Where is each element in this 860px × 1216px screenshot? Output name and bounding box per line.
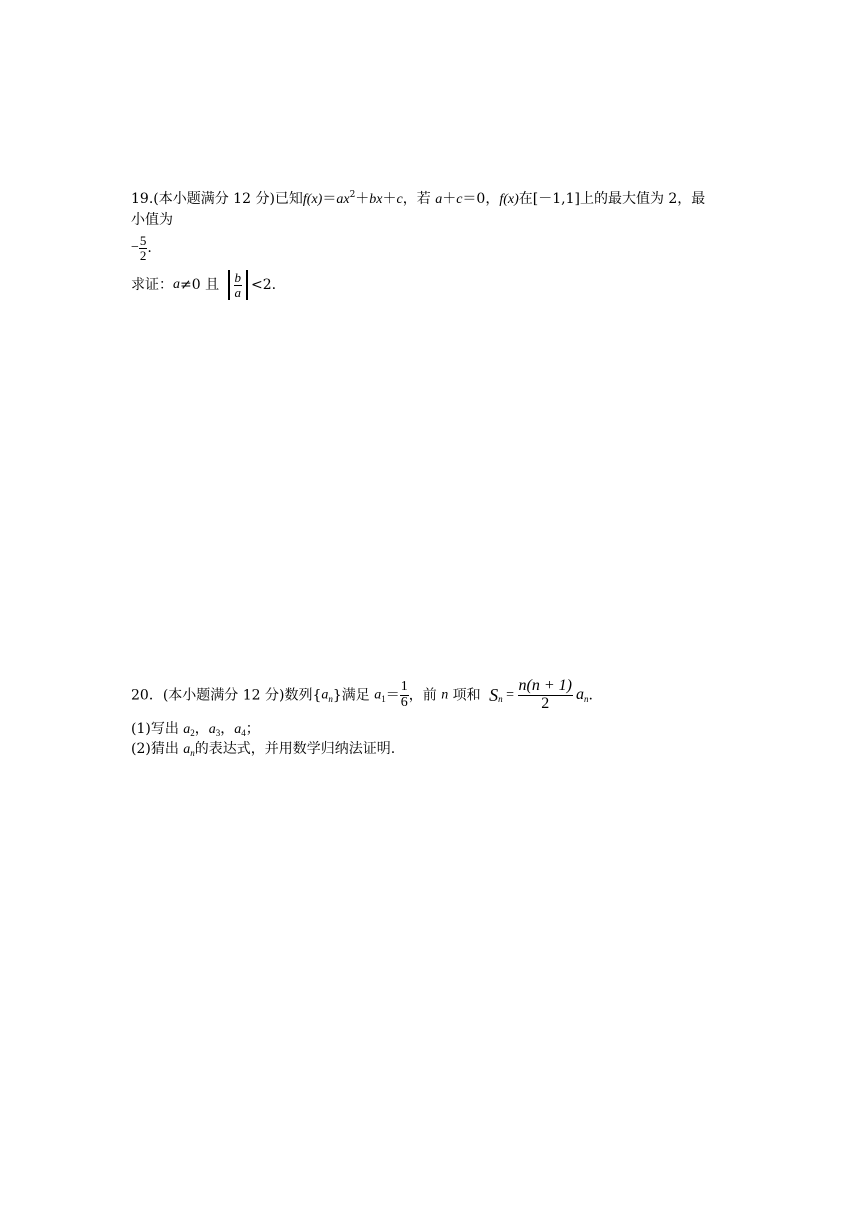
minus-sign: − bbox=[131, 240, 139, 256]
q19-line1: 19.(本小题满分 12 分)已知$f(x)=ax^2+bx+c$，若 a＋c＝0，f(x)在[－1,1]上的最大值为 2，最 bbox=[131, 190, 706, 207]
q19-score-note: (本小题满分 12 分) bbox=[153, 191, 275, 207]
q19-intro: 已知 bbox=[274, 191, 303, 207]
q20-part2: (2)猜出 $a_n$的表达式，并用数学归纳法证明. bbox=[131, 741, 396, 758]
q20-part1: (1)写出 $a_2$，$a_3$，$a_4$； bbox=[131, 721, 260, 738]
prove-label: 求证： bbox=[131, 277, 173, 293]
fraction-5-2: $\frac{5}{2}$ bbox=[139, 233, 147, 263]
fraction-1-6: $\frac{1}{6}$ bbox=[400, 679, 408, 710]
q20-line1: 20．(本小题满分 12 分)数列$\{a_n\}$满足 $a_1=$ $\frac{1}{6}$ ，前 n 项和 $S_n$ = $\frac{n(n + 1)}{2}$ $a_n$. bbox=[131, 677, 593, 712]
fraction-b-over-a: $\frac{b}{a}$ bbox=[234, 269, 242, 300]
q19-interval: 在[－1,1]上的最大值为 2，最 bbox=[518, 191, 706, 207]
sum-symbol: S bbox=[489, 685, 499, 706]
fraction-n-n-plus-1-over-2: $\frac{n(n + 1)}{2}$ bbox=[518, 677, 572, 712]
q19-function: f(x) bbox=[302, 192, 323, 207]
q19-line2: 小值为 bbox=[131, 212, 173, 228]
abs-right-bar bbox=[246, 270, 248, 300]
q20-score-note: (本小题满分 12 分) bbox=[162, 687, 285, 704]
q19-min-value: − $\frac{5}{2}$ . bbox=[131, 233, 152, 263]
abs-left-bar bbox=[228, 270, 230, 300]
q19-prove-line: 求证：a≠0 且 $\frac{b}{a}$ <2. bbox=[131, 269, 277, 300]
q20-number: 20． bbox=[131, 687, 163, 704]
q19-number: 19. bbox=[131, 191, 154, 207]
